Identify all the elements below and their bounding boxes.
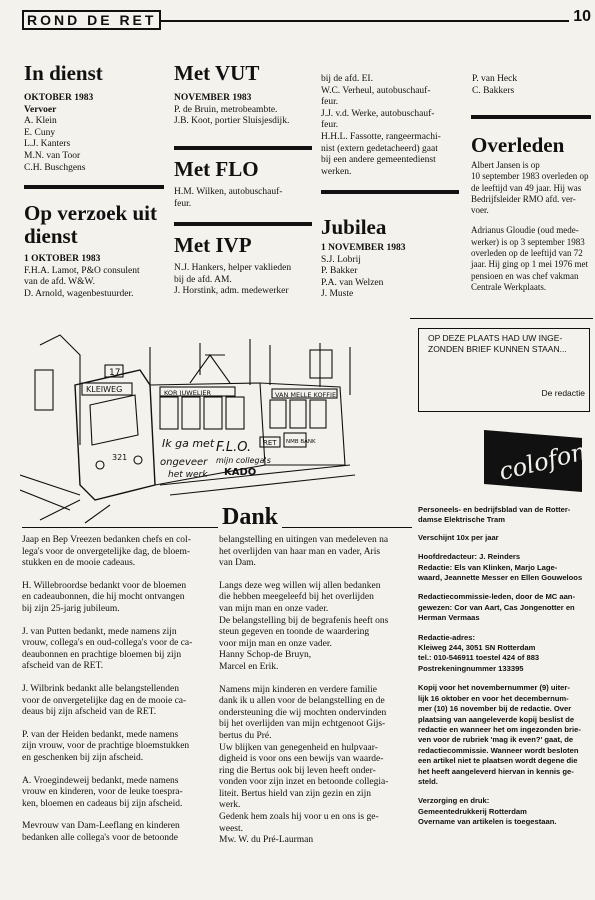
- met-vut-title: Met VUT: [174, 61, 260, 85]
- page-number: 10: [569, 8, 591, 26]
- paragraph: belangstelling en uitingen van medeleven na het overlijden van haar man en vader, Aris van Dam.: [219, 535, 389, 569]
- route-number: 17: [109, 368, 121, 378]
- car-number: 321: [112, 453, 128, 462]
- letter-box: [418, 328, 590, 412]
- letter-box-line: OP DEZE PLAATS HAD UW INGE-: [428, 333, 563, 343]
- op-verzoek-date: 1 OKTOBER 1983: [24, 254, 101, 264]
- paragraph: Jaap en Bep Vreezen bedanken chefs en col- lega's voor de onvergetelijke dag, de bloem- stukken en de mooie cadeaus.: [22, 535, 191, 569]
- list-item: P.A. van Welzen: [321, 277, 384, 288]
- paragraph: Namens mijn kinderen en verdere familie dank ik u allen voor de belangstelling en de ondersteuning die wij mochten ondervinden bij het overlijden van mijn echtgenoot Gijs- bertus du Pré. Uw blijken van genegenheid en hulpvaar- digheid is voor ons een bewijs van waarde- ring die Bertus ook bij leven heeft onder- vonden voor zijn inzet en betoonde collegia- liteit. Bertus hield van zijn gezin en zijn werk. Gedenk hem zoals hij voor u en ons is ge- weest. Mw. W. du Pré-Laurman: [219, 684, 389, 846]
- jubilea-date: 1 NOVEMBER 1983: [321, 243, 406, 253]
- ad-text: NMB BANK: [286, 439, 316, 445]
- paragraph: Mevrouw van Dam-Leeflang en kinderen bedanken alle collega's voor de betoonde: [22, 821, 180, 843]
- slogan-text: ongeveer: [160, 457, 208, 468]
- col3-list: bij de afd. EI. W.C. Verheul, autobuschauf- feur. J.J. v.d. Werke, autobuschauf- feur. H.H.L. Fassotte, rangeermachi- nist (extern gedetacheerd) gaat bij een andere gemeentedienst werken.: [321, 74, 441, 177]
- met-vut-date: NOVEMBER 1983: [174, 93, 252, 103]
- jubilea-title: Jubilea: [321, 215, 387, 239]
- masthead: [22, 10, 161, 30]
- paragraph: P. van der Heiden bedankt, mede namens zijn vrouw, voor de prachtige bloemstukken en geschenken bij zijn afscheid.: [22, 729, 190, 763]
- section-divider: [174, 146, 312, 150]
- met-ivp-section: [174, 234, 319, 298]
- met-vut-section: [174, 62, 314, 128]
- colofon-logo-text: colofon: [496, 437, 590, 486]
- list-item: van de afd. W&W.: [24, 277, 95, 288]
- list-item: feur.: [174, 198, 192, 209]
- slogan-text: F.L.O.: [216, 440, 252, 455]
- paragraph: H. Willebroordse bedankt voor de bloemen en cadeaubonnen, die hij mocht ontvangen bij zijn 25-jarig jubileum.: [22, 580, 187, 614]
- dank-title: Dank: [218, 504, 282, 531]
- paragraph: J. Wilbrink bedankt alle belangstellenden voor de onvergetelijke dag en de mooie ca- deaus bij zijn afscheid van de RET.: [22, 683, 187, 718]
- list-item: L.J. Kanters: [24, 139, 71, 150]
- overleden-section: Overleden Albert Jansen is op 10 september 1983 overleden op de leeftijd van 49 jaar. Hij was Bedrijfsleider RMO afd. ver- voer. Adrianus Gloudie (oud mede- werker) is op 3 september 1983 overleden op de leeftijd van 72 jaar. Hij ging op 1 mei 1976 met pensioen en was chef vakman Centrale Werkplaats.: [471, 134, 593, 293]
- col4-list: P. van Heck C. Bakkers: [472, 74, 518, 96]
- met-ivp-title: Met IVP: [174, 233, 252, 257]
- colofon-text: Personeels- en bedrijfsblad van de Rotter- damse Elektrische Tram Verschijnt 10x per jaar Hoofdredacteur: J. Reinders Redactie: Els van Klinken, Marjo Lage- waard, Jeannette Messer en Ellen Gouweloos Redactiecommissie-leden, door de MC aan- gewezen: Cor van Aart, Cas Jongenotter en Herman Vermaas Redactie-adres: Kleiweg 244, 3051 SN Rotterdam tel.: 010-546911 toestel 424 of 883 Postrekeningnummer 133395 Kopij voor het novembernummer (9) uiter- lijk 16 oktober en voor het decembernum- mer (10) 16 november bij de redactie. Over plaatsing van aangeleverde kopij beslist de redactie en wanneer het om ingezonden brie- ven voor de rubriek 'mag ik even?' gaat, de redactiecommissie. Wanneer wordt besloten een artikel niet te plaatsen wordt degene die het heeft aangeleverd hiervan in kennis ge- steld. Verzorging en druk: Gemeentedrukkerij Rotterdam Overname van artikelen is toegestaan.: [418, 505, 583, 827]
- dank-col2: [219, 535, 414, 858]
- list-item: D. Arnold, wagenbestuurder.: [24, 288, 134, 299]
- in-dienst-sub: Vervoer: [24, 104, 57, 115]
- op-verzoek-section: [24, 202, 169, 300]
- ad-text: KOR JUWELIER: [164, 389, 211, 397]
- route-sign: KLEIWEG: [86, 385, 123, 394]
- met-flo-section: [174, 158, 314, 210]
- paragraph: A. Vroegindeweij bedankt, mede namens vrouw en kinderen, voor de leuke toespra- ken, bloemen en cadeaus bij zijn afscheid.: [22, 775, 183, 809]
- list-item: A. Klein: [24, 116, 57, 127]
- dank-col1: [22, 535, 217, 855]
- list-item: S.J. Lobrij: [321, 254, 361, 265]
- section-divider: [174, 222, 312, 226]
- met-flo-title: Met FLO: [174, 157, 259, 181]
- divider: [410, 318, 593, 319]
- jubilea-section: [321, 216, 461, 301]
- slogan-text: Ik ga met: [162, 437, 215, 450]
- slogan-text: KADO: [224, 467, 257, 478]
- overleden-title: Overleden: [471, 133, 565, 157]
- list-item: P. Bakker: [321, 266, 358, 277]
- in-dienst-title: In dienst: [24, 61, 103, 85]
- letter-box-signature: De redactie: [541, 388, 585, 399]
- list-item: N.J. Hankers, helper vaklieden: [174, 263, 292, 273]
- ad-text: RET: [263, 439, 277, 447]
- list-item: J.B. Koot, portier Sluisjesdijk.: [174, 116, 290, 127]
- slogan-text: het werk: [168, 470, 208, 480]
- list-item: C.H. Buschgens: [24, 162, 86, 173]
- slogan-text: mijn collega's: [216, 456, 271, 465]
- masthead-title: ROND DE RET: [22, 10, 161, 30]
- section-divider: [24, 185, 164, 189]
- list-item: E. Cuny: [24, 127, 56, 138]
- colofon-logo: [478, 420, 590, 496]
- in-dienst-section: [24, 62, 164, 174]
- list-item: J. Muste: [321, 289, 354, 300]
- tram-illustration: [20, 325, 415, 525]
- list-item: bij de afd. AM.: [174, 274, 232, 285]
- paragraph: J. van Putten bedankt, mede namens zijn vrouw, collega's en oud-collega's voor de ca- deaubonnen en prachtige bloemen bij zijn afscheid van de RET.: [22, 626, 193, 672]
- op-verzoek-title: Op verzoek uit dienst: [24, 201, 157, 248]
- ad-text: VAN MELLE KOFFIE: [275, 391, 337, 399]
- list-item: F.H.A. Lamot, P&O consulent: [24, 265, 140, 276]
- divider: [22, 527, 412, 528]
- list-item: J. Horstink, adm. medewerker: [174, 286, 289, 297]
- section-divider: [321, 190, 459, 194]
- in-dienst-date: OKTOBER 1983: [24, 93, 94, 103]
- letter-box-line: ZONDEN BRIEF KUNNEN STAAN...: [428, 344, 567, 354]
- section-divider: [471, 115, 591, 119]
- list-item: P. de Bruin, metrobeambte.: [174, 104, 278, 115]
- list-item: H.M. Wilken, autobuschauf-: [174, 187, 283, 197]
- paragraph: Langs deze weg willen wij allen bedanken die hebben meegeleefd bij het overlijden van mijn man en onze vader. De belangstelling bij de begrafenis heeft ons steun gegeven en toonde de waardering voor mijn man en onze vader. Hanny Schop-de Bruyn, Marcel en Erik.: [219, 580, 389, 672]
- list-item: M.N. van Toor: [24, 150, 81, 161]
